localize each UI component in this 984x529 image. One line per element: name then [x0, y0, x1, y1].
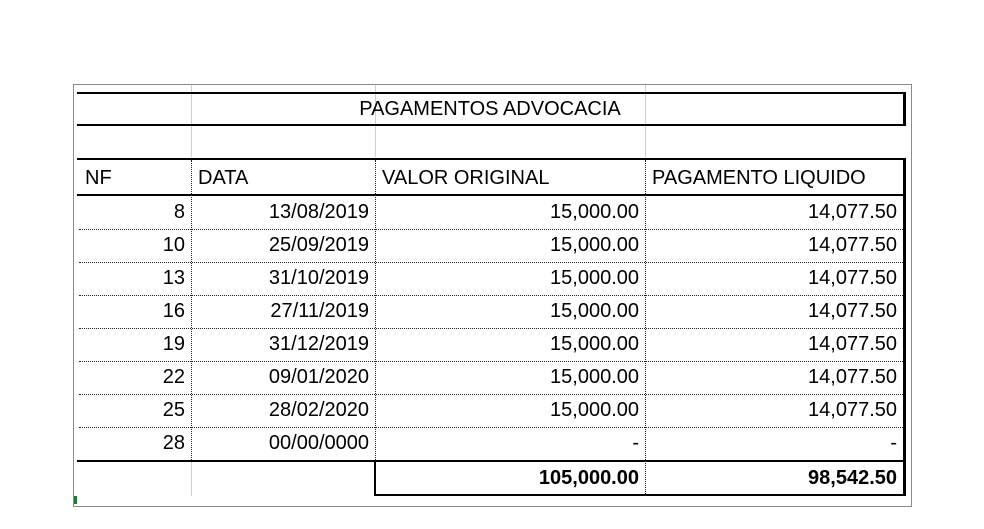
cell-data: 09/01/2020	[268, 366, 369, 388]
cell-liquido: -	[890, 432, 897, 454]
cell-data: 25/09/2019	[268, 234, 369, 256]
total-box-bottom	[374, 494, 906, 496]
cell-nf: 13	[162, 267, 185, 289]
cell-nf: 19	[162, 333, 185, 355]
cell-data: 13/08/2019	[268, 201, 369, 223]
cell-liquido: 14,077.50	[808, 366, 897, 388]
table-title: PAGAMENTOS ADVOCACIA	[359, 98, 621, 120]
spreadsheet	[73, 84, 912, 507]
cell-liquido: 14,077.50	[808, 201, 897, 223]
border-right-table	[903, 158, 906, 463]
border-right-title	[903, 92, 906, 126]
cell-valor: 15,000.00	[550, 399, 639, 421]
cell-nf: 25	[162, 399, 185, 421]
cell-valor: 15,000.00	[550, 366, 639, 388]
header-nf: NF	[85, 167, 112, 189]
cell-nf: 16	[162, 300, 185, 322]
cell-data: 31/12/2019	[268, 333, 369, 355]
sheet-corner-marker	[74, 496, 77, 504]
cell-liquido: 14,077.50	[808, 300, 897, 322]
cell-nf: 8	[173, 201, 185, 223]
cell-liquido: 14,077.50	[808, 267, 897, 289]
header-data: DATA	[198, 167, 249, 189]
cell-valor: 15,000.00	[550, 333, 639, 355]
header-valor-original: VALOR ORIGINAL	[382, 167, 550, 189]
cell-liquido: 14,077.50	[808, 333, 897, 355]
cell-data: 31/10/2019	[268, 267, 369, 289]
header-pagamento-liquido: PAGAMENTO LIQUIDO	[652, 167, 866, 189]
total-box-right	[903, 460, 906, 496]
cell-nf: 22	[162, 366, 185, 388]
total-pagamento-liquido: 98,542.50	[808, 467, 897, 489]
border-above-header	[77, 158, 906, 160]
cell-data: 27/11/2019	[270, 300, 369, 322]
gridline	[191, 462, 192, 496]
cell-liquido: 14,077.50	[808, 399, 897, 421]
cell-valor: 15,000.00	[550, 267, 639, 289]
cell-nf: 28	[162, 432, 185, 454]
cell-valor: 15,000.00	[550, 201, 639, 223]
cell-nf: 10	[162, 234, 185, 256]
cell-liquido: 14,077.50	[808, 234, 897, 256]
total-valor-original: 105,000.00	[538, 467, 639, 489]
cell-valor: 15,000.00	[550, 234, 639, 256]
cell-valor: -	[632, 432, 639, 454]
cell-valor: 15,000.00	[550, 300, 639, 322]
cell-data: 00/00/0000	[268, 432, 369, 454]
cell-data: 28/02/2020	[268, 399, 369, 421]
